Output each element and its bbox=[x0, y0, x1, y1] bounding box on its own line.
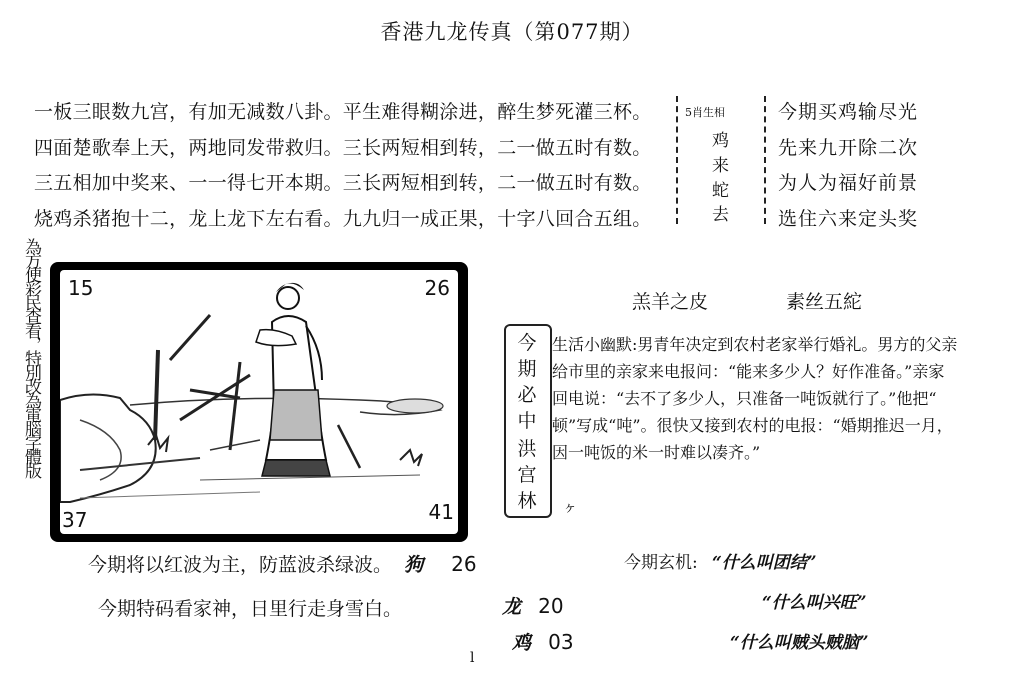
picture-number-bottom-right: 41 bbox=[428, 500, 454, 524]
shengxiao-animal: 去 bbox=[712, 205, 729, 225]
red-wave-zodiac: 狗 bbox=[404, 554, 424, 576]
verse-line-2: 四面楚歌奉上天，两地同发带救归。三长两短相到转，二一做五时有数。 bbox=[34, 137, 652, 159]
red-wave-line bbox=[88, 550, 477, 577]
family-pick-2 bbox=[512, 628, 574, 655]
vertical-box-top: 今期必中 bbox=[517, 332, 537, 432]
xuanji-item-3: “什么叫贼头贼脑” bbox=[730, 633, 869, 653]
family-pick-number: 20 bbox=[538, 594, 564, 618]
shengxiao-animal: 来 bbox=[712, 156, 729, 176]
picture-number-bottom-left: 37 bbox=[62, 508, 88, 532]
shengxiao-animal: 鸡 bbox=[712, 131, 729, 151]
verse-line-4: 烧鸡杀猪抱十二，龙上龙下左右看。九九归一成正果，十字八回合五组。 bbox=[34, 208, 652, 230]
story-line-3: 回电说：“去不了多少人，只准备一吨饭就行了。”他把“ bbox=[552, 389, 937, 408]
bottom-mark: l bbox=[470, 650, 475, 666]
story-line-5: 因一吨饭的米一时难以凑齐。” bbox=[552, 443, 761, 462]
illustration-woman-by-water bbox=[60, 270, 458, 534]
story-line-1: 生活小幽默:男青年决定到农村老家举行婚礼。男方的父亲 bbox=[552, 335, 958, 354]
picture-panel bbox=[60, 270, 458, 534]
story-line-2: 给市里的亲家来电报问：“能来多少人？好作准备。”亲家 bbox=[552, 362, 945, 381]
red-wave-number: 26 bbox=[451, 552, 477, 576]
xuanji-item-2: “什么叫兴旺” bbox=[762, 593, 867, 613]
right-line-4: 选住六来定头奖 bbox=[778, 208, 919, 230]
xuanji-item-1: “什么叫团结” bbox=[712, 553, 817, 573]
family-pick-number: 03 bbox=[548, 630, 574, 654]
right-line-2: 先来九开除二次 bbox=[778, 137, 919, 159]
verse-line-1: 一板三眼数九宫，有加无减数八卦。平生难得糊涂进，醉生梦死灌三杯。 bbox=[34, 101, 652, 123]
shengxiao-title: 5肖生相 bbox=[685, 106, 725, 119]
story-line-4: 顿”写成“吨”。很快又接到农村的电报：“婚期推迟一月， bbox=[552, 416, 953, 435]
picture-number-top-left: 15 bbox=[68, 276, 94, 300]
family-pick-zodiac: 龙 bbox=[502, 596, 522, 618]
picture-number-top-right: 26 bbox=[424, 276, 450, 300]
page-title: 香港九龙传真（第077期） bbox=[380, 20, 644, 44]
family-line: 今期特码看家神，日里行走身雪白。 bbox=[98, 598, 403, 620]
idiom-2: 素丝五紽 bbox=[786, 291, 863, 313]
family-pick-zodiac: 鸡 bbox=[512, 632, 532, 654]
idiom-1: 羔羊之皮 bbox=[632, 291, 709, 313]
right-line-1: 今期买鸡输尽光 bbox=[778, 101, 919, 123]
shengxiao-animal: 蛇 bbox=[712, 181, 729, 201]
family-pick-1 bbox=[502, 592, 564, 619]
vertical-box-bottom: 洪宫林 bbox=[517, 438, 537, 512]
xuanji-label: 今期玄机: bbox=[624, 553, 698, 573]
red-wave-text: 今期将以红波为主，防蓝波杀绿波。 bbox=[88, 554, 393, 576]
side-note-vertical: 為方便彩民查看，特別改為電腦字體版 bbox=[21, 238, 41, 476]
story-tail-mark: ヶ bbox=[563, 500, 577, 516]
right-line-3: 为人为福好前景 bbox=[778, 172, 919, 194]
verse-line-3: 三五相加中奖来、一一得七开本期。三长两短相到转，二一做五时有数。 bbox=[34, 172, 652, 194]
